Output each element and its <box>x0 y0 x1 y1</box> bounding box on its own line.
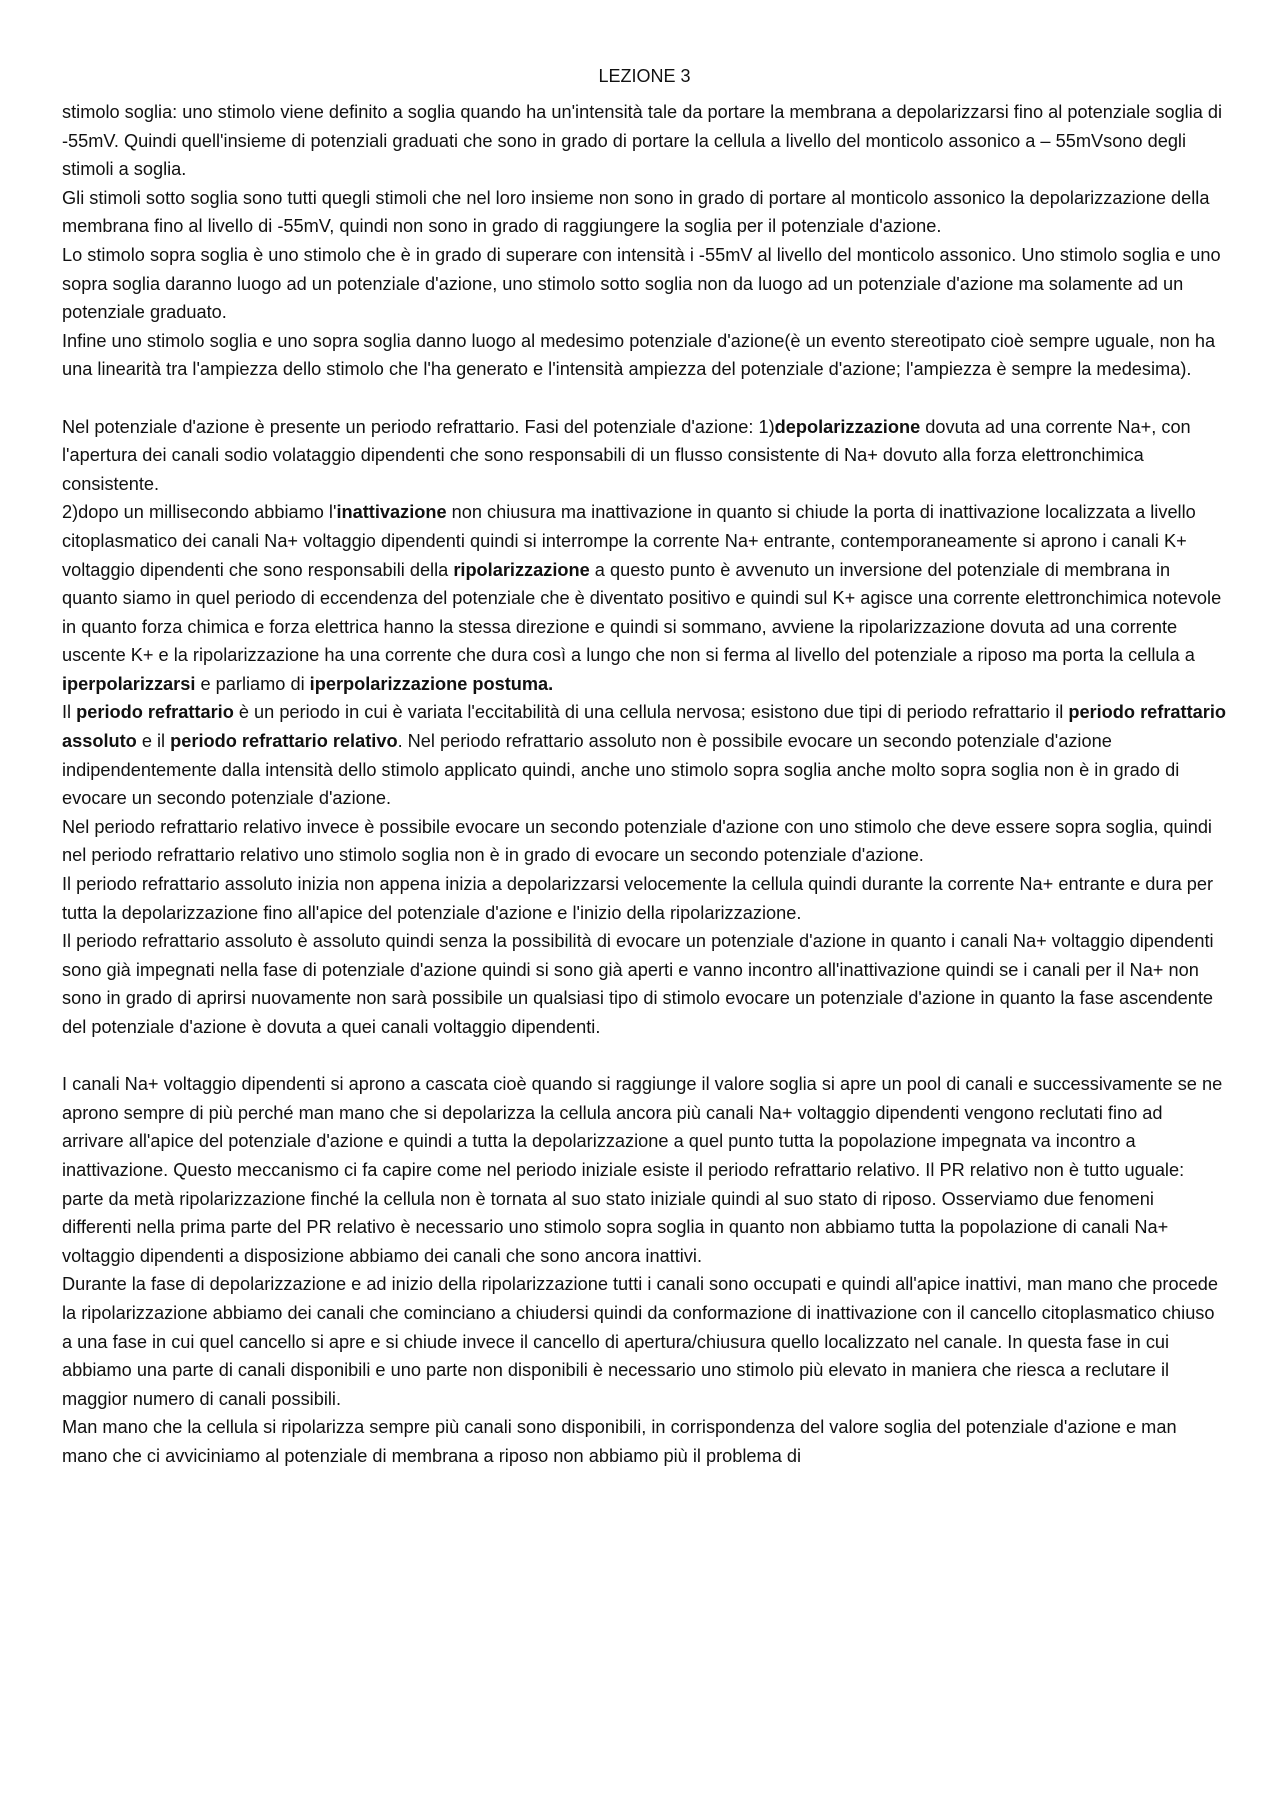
paragraph: stimolo soglia: uno stimolo viene definito a soglia quando ha un'intensità tale da portare la membrana a depolarizzarsi fino al potenziale soglia di -55mV. Quindi quell'insieme di potenziali graduati che sono in grado di portare la cellula a livello del monticolo assonico a – 55mVsono degli stimoli a soglia. <box>62 102 1223 180</box>
bold-term: inattivazione <box>336 502 447 523</box>
text-run: Il <box>62 702 77 723</box>
text-run: dovuta ad una corrente Na+, con l'apertura dei canali sodio volataggio dipendenti che sono responsabili di un flusso consistente di Na+ dovuto alla forza elettronchimica consistente. <box>62 416 1191 494</box>
paragraph: Lo stimolo sopra soglia è uno stimolo che è in grado di superare con intensità i -55mV al livello del monticolo assonico. Uno stimolo soglia e uno sopra soglia daranno luogo ad un potenziale d'azione, uno stimolo sotto soglia non da luogo ad un potenziale d'azione ma solamente ad un potenziale graduato. <box>62 244 1221 323</box>
paragraph: Nel periodo refrattario relativo invece è possibile evocare un secondo potenziale d'azione con uno stimolo che deve essere sopra soglia, quindi nel periodo refrattario relativo uno stimolo soglia non è in grado di evocare un secondo potenziale d'azione. <box>62 816 1212 866</box>
paragraph: Il periodo refrattario assoluto inizia non appena inizia a depolarizzarsi velocemente la cellula quindi durante la corrente Na+ entrante e dura per tutta la depolarizzazione fino all'apice del potenziale d'azione e l'inizio della ripolarizzazione. <box>62 874 1214 923</box>
bold-term: periodo refrattario relativo <box>170 731 398 752</box>
paragraph <box>62 413 1227 499</box>
text-run: e parliamo di <box>195 673 310 694</box>
blank-line <box>62 384 1227 413</box>
text-run: non chiusura ma inattivazione in quanto si chiude la porta di inattivazione localizzata a livello citoplasmatico dei canali Na+ voltaggio dipendenti quindi si interrompe la corrente Na+ entrante, contemporaneamente si aprono i canali K+ voltaggio dipendenti che sono responsabili della <box>62 502 1196 580</box>
paragraph <box>62 498 1227 698</box>
paragraph: Gli stimoli sotto soglia sono tutti quegli stimoli che nel loro insieme non sono in grado di portare al monticolo assonico la depolarizzazione della membrana fino al livello di -55mV, quindi non sono in grado di raggiungere la soglia per il potenziale d'azione. <box>62 187 1210 237</box>
text-run: Nel potenziale d'azione è presente un periodo refrattario. Fasi del potenziale d'azione: 1) <box>62 416 775 437</box>
bold-term: depolarizzazione <box>774 416 921 437</box>
text-run: e il <box>136 731 171 752</box>
blank-line <box>62 1042 1227 1071</box>
document-page <box>62 64 1227 1471</box>
bold-term: iperpolarizzarsi <box>62 673 196 694</box>
text-run: è un periodo in cui è variata l'eccitabilità di una cellula nervosa; esistono due tipi di periodo refrattario il <box>233 702 1069 723</box>
bold-term: ripolarizzazione <box>453 559 590 580</box>
paragraph <box>62 698 1227 812</box>
page-title: LEZIONE 3 <box>598 66 691 86</box>
text-run: 2)dopo un millisecondo abbiamo l' <box>62 502 337 523</box>
text-run: a questo punto è avvenuto un inversione del potenziale di membrana in quanto siamo in quel periodo di eccendenza del potenziale che è diventato positivo e quindi sul K+ agisce una corrente elettronchimica notevole in quanto forza chimica e forza elettrica hanno la stessa direzione e quindi si sommano, avviene la ripolarizzazione dovuta ad una corrente uscente K+ e la ripolarizzazione ha una corrente che dura così a lungo che non si ferma al livello del potenziale a riposo ma porta la cellula a <box>62 559 1222 666</box>
bold-term: iperpolarizzazione postuma. <box>309 673 554 694</box>
paragraph: Infine uno stimolo soglia e uno sopra soglia danno luogo al medesimo potenziale d'azione(è un evento stereotipato cioè sempre uguale, non ha una linearità tra l'ampiezza dello stimolo che l'ha generato e l'intensità ampiezza del potenziale d'azione; l'ampiezza è sempre la medesima). <box>62 330 1216 380</box>
bold-term: periodo refrattario <box>76 702 234 723</box>
text-run: . Nel periodo refrattario assoluto non è possibile evocare un secondo potenziale d'azione indipendentemente dalla intensità dello stimolo applicato quindi, anche uno stimolo sopra soglia anche molto sopra soglia non è in grado di evocare un secondo potenziale d'azione. <box>62 731 1180 809</box>
bold-term: periodo refrattario assoluto <box>62 702 1226 752</box>
paragraph: Il periodo refrattario assoluto è assoluto quindi senza la possibilità di evocare un potenziale d'azione in quanto i canali Na+ voltaggio dipendenti sono già impegnati nella fase di potenziale d'azione quindi si sono già aperti e vanno incontro all'inattivazione quindi se i canali per il Na+ non sono in grado di aprirsi nuovamente non sarà possibile un qualsiasi tipo di stimolo evocare un potenziale d'azione in quanto la fase ascendente del potenziale d'azione è dovuta a quei canali voltaggio dipendenti. <box>62 931 1214 1037</box>
paragraph: Man mano che la cellula si ripolarizza sempre più canali sono disponibili, in corrispondenza del valore soglia del potenziale d'azione e man mano che ci avviciniamo al potenziale di membrana a riposo non abbiamo più il problema di <box>62 1417 1177 1466</box>
paragraph: Durante la fase di depolarizzazione e ad inizio della ripolarizzazione tutti i canali sono occupati e quindi all'apice inattivi, man mano che procede la ripolarizzazione abbiamo dei canali che cominciano a chiudersi quindi da conformazione di inattivazione con il cancello citoplasmatico chiuso a una fase in cui quel cancello si apre e si chiude invece il cancello di apertura/chiusura quello localizzato nel canale. In questa fase in cui abbiamo una parte di canali disponibili e uno parte non disponibili è necessario uno stimolo più elevato in maniera che riesca a reclutare il maggior numero di canali possibili. <box>62 1274 1219 1409</box>
paragraph: I canali Na+ voltaggio dipendenti si aprono a cascata cioè quando si raggiunge il valore soglia si apre un pool di canali e successivamente se ne aprono sempre di più perché man mano che si depolarizza la cellula ancora più canali Na+ voltaggio dipendenti vengono reclutati fino ad arrivare all'apice del potenziale d'azione e quindi a tutta la depolarizzazione a quel punto tutta la popolazione impegnata va incontro a inattivazione. Questo meccanismo ci fa capire come nel periodo iniziale esiste il periodo refrattario relativo. Il PR relativo non è tutto uguale: parte da metà ripolarizzazione finché la cellula non è tornata al suo stato iniziale quindi al suo stato di riposo. Osserviamo due fenomeni differenti nella prima parte del PR relativo è necessario uno stimolo sopra soglia in quanto non abbiamo tutta la popolazione di canali Na+ voltaggio dipendenti a disposizione abbiamo dei canali che sono ancora inattivi. <box>62 1074 1223 1266</box>
